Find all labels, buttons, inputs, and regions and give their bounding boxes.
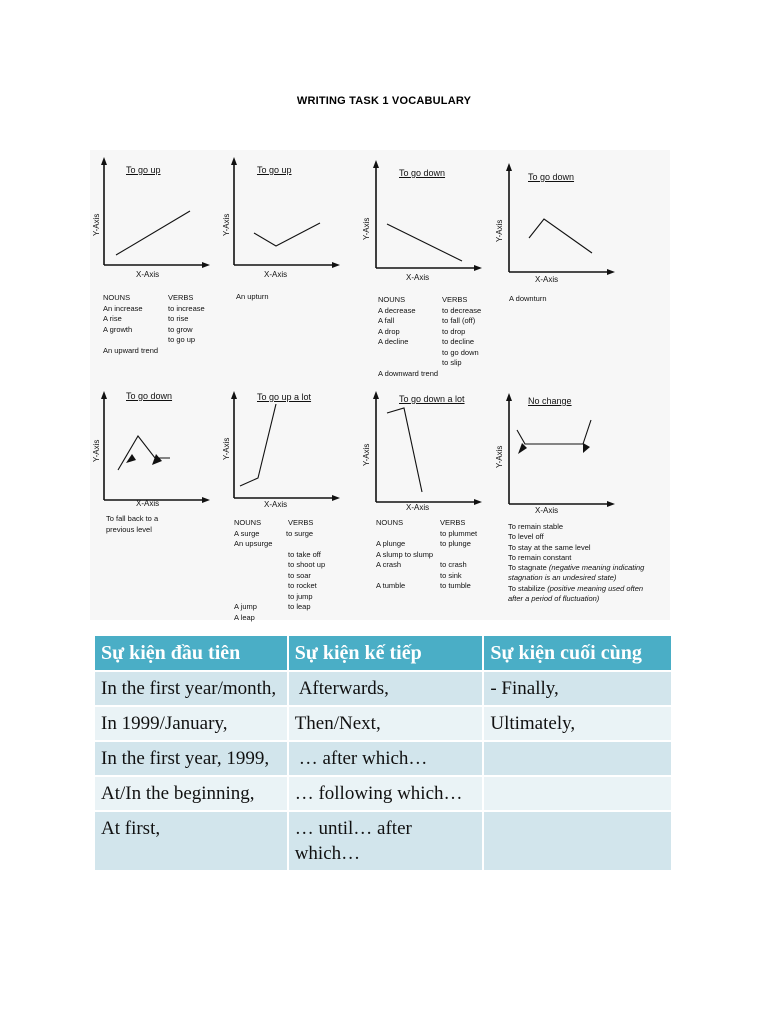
noun [234,571,272,582]
extra-term: An upward trend [103,346,159,355]
nouns-heading: NOUNS [234,518,262,527]
noun [234,581,272,592]
arrow-marker [583,443,590,453]
verb: to go up [168,335,196,344]
noun: A decline [378,337,409,346]
trend-line [529,219,592,253]
panel-title: To go up a lot [257,392,312,402]
verb: to drop [442,326,466,336]
noun: A surge [234,528,260,538]
verb: to take off [288,549,321,559]
verb: to leap [288,602,311,611]
nouns-heading: NOUNS [378,295,406,304]
nouns-heading: NOUNS [103,293,131,302]
panel-title: To go down a lot [399,394,465,404]
y-axis-label: Y-Axis [222,437,231,460]
table-row [95,811,672,870]
verbs-heading: VERBS [440,518,466,527]
verbs-column [440,518,477,592]
x-axis-label: X-Axis [136,499,160,508]
noun: A leap [234,612,255,622]
verb [286,539,325,550]
verbs-column [168,293,205,346]
graph-panel-to-go-down [362,150,502,385]
graph-go-down-a-lot [362,388,502,518]
table-cell: Ultimately, [483,706,672,741]
verb: to decline [442,337,475,346]
verbs-heading: VERBS [168,293,194,302]
phrase: previous level [106,524,152,534]
nouns-column [376,518,433,592]
panel-title: No change [528,396,572,406]
verb: to rocket [288,581,317,590]
table-cell: In the first year/month, [95,671,288,706]
table-header-row [95,636,672,671]
phrase: To remain stable [508,522,564,531]
table-cell [483,776,672,811]
panel-title: To go down [399,168,446,178]
trend-line [240,404,276,486]
sequence-words-table [95,636,673,870]
x-axis-label: X-Axis [535,506,559,515]
verb: to plunge [440,539,471,548]
y-axis-label: Y-Axis [362,443,371,466]
table-row [95,671,672,706]
panel-title: To go up [257,165,292,175]
table-cell: … until… after which… [288,811,484,870]
panel-title: To go down [126,391,173,401]
stagnate-note-line2: stagnation is an undesired state) [508,573,617,583]
verbs-column [442,295,481,369]
x-axis-label: X-Axis [406,273,430,282]
verb: to grow [168,324,193,334]
phrase: A downturn [509,294,547,303]
x-axis-label: X-Axis [406,503,430,512]
trend-line [118,436,170,470]
column-header: Sự kiện đầu tiên [95,636,288,671]
noun: A tumble [376,581,406,590]
graph-downturn [495,150,645,285]
graph-panel-upturn [220,150,360,385]
table-cell: Then/Next, [288,706,484,741]
noun: An increase [103,303,143,313]
trend-line [254,223,320,246]
phrases [508,522,644,604]
table-row [95,706,672,741]
noun: A jump [234,602,257,611]
verb [440,550,477,561]
column-header: Sự kiện kế tiếp [288,636,484,671]
noun [376,571,433,582]
verbs-column [286,518,325,613]
panel-title: To go down [528,172,575,182]
phrase: To fall back to a [106,514,159,523]
y-axis-label: Y-Axis [92,439,101,462]
noun: A slump to slump [376,549,434,559]
graph-panel-to-go-up [90,150,230,385]
verb: to increase [168,303,205,313]
nouns-column [103,293,143,335]
column-header: Sự kiện cuối cùng [483,636,672,671]
x-axis-label: X-Axis [264,500,288,509]
table-cell: At first, [95,811,288,870]
nouns-column [378,295,416,348]
noun [234,550,272,561]
stabilize-note-line2: after a period of fluctuation) [508,594,600,604]
verb: to crash [440,560,467,569]
arrow-marker [518,443,527,454]
stagnate-note: (negative meaning indicating [548,563,645,573]
x-axis-label: X-Axis [264,270,288,279]
table-cell: In the first year, 1999, [95,741,288,776]
table-cell: Afterwards, [288,671,484,706]
noun [376,529,433,540]
table-row [95,776,672,811]
table-cell [483,811,672,870]
verbs-heading: VERBS [442,295,468,304]
stagnate-term: To stagnate [508,563,547,573]
y-axis-label: Y-Axis [362,217,371,240]
verb: to plummet [440,528,478,538]
graph-go-up-a-lot [220,388,365,518]
table-cell: … after which… [288,741,484,776]
graph-panel-no-change [495,388,670,620]
noun: A drop [378,326,400,336]
graph-fall-back [90,388,230,518]
y-axis-label: Y-Axis [222,213,231,236]
table-cell: - Finally, [483,671,672,706]
verb: to fall (off) [442,316,476,325]
graph-panel-downturn [495,150,645,385]
noun [234,592,272,603]
phrase: An upturn [236,292,269,301]
phrase: To level off [508,532,544,542]
table-cell: At/In the beginning, [95,776,288,811]
noun: An upsurge [234,539,273,548]
phrase: To remain constant [508,552,572,562]
stabilize-note: (positive meaning used often [547,583,644,593]
table-row [95,741,672,776]
verb: to soar [288,570,311,580]
trend-line [387,224,462,261]
noun: A rise [103,314,122,323]
verb: to surge [286,528,314,538]
phrase-stagnate [508,563,644,573]
verb: to tumble [440,581,471,590]
nouns-column [234,518,272,623]
stabilize-term: To stabilize [508,583,546,593]
verb: to decrease [442,305,482,315]
phrase: To stay at the same level [508,542,591,552]
y-axis-label: Y-Axis [495,219,504,242]
trend-line [517,420,591,444]
trend-line [116,211,190,255]
verbs-heading: VERBS [288,518,314,527]
phrase-stabilize [508,584,644,594]
noun: A fall [378,316,395,325]
trend-line [387,408,422,492]
verb: to shoot up [288,560,326,569]
table-cell: … following which… [288,776,484,811]
phrases [106,514,158,535]
graph-panel-fall-back [90,388,230,620]
page-title: WRITING TASK 1 VOCABULARY [296,95,472,107]
y-axis-label: Y-Axis [92,213,101,236]
graph-panel-go-up-a-lot [220,388,365,620]
panel-title: To go up [126,165,161,175]
graph-no-change [495,388,645,518]
x-axis-label: X-Axis [535,275,559,284]
verb: to rise [168,314,189,323]
vocabulary-graphs-figure [90,150,670,620]
verb: to sink [440,570,462,580]
x-axis-label: X-Axis [136,270,160,279]
noun: A plunge [376,539,406,548]
verb: to go down [442,347,479,357]
nouns-heading: NOUNS [376,518,404,527]
noun: A growth [103,324,133,334]
y-axis-label: Y-Axis [495,445,504,468]
table-cell: In 1999/January, [95,706,288,741]
arrow-marker [126,454,136,463]
verb: to jump [288,591,313,601]
verb: to slip [442,358,462,367]
table-cell [483,741,672,776]
noun [234,560,272,571]
graph-panel-go-down-a-lot [362,388,502,620]
noun: A crash [376,560,402,569]
extra-term: A downward trend [378,369,439,378]
noun: A decrease [378,305,416,315]
